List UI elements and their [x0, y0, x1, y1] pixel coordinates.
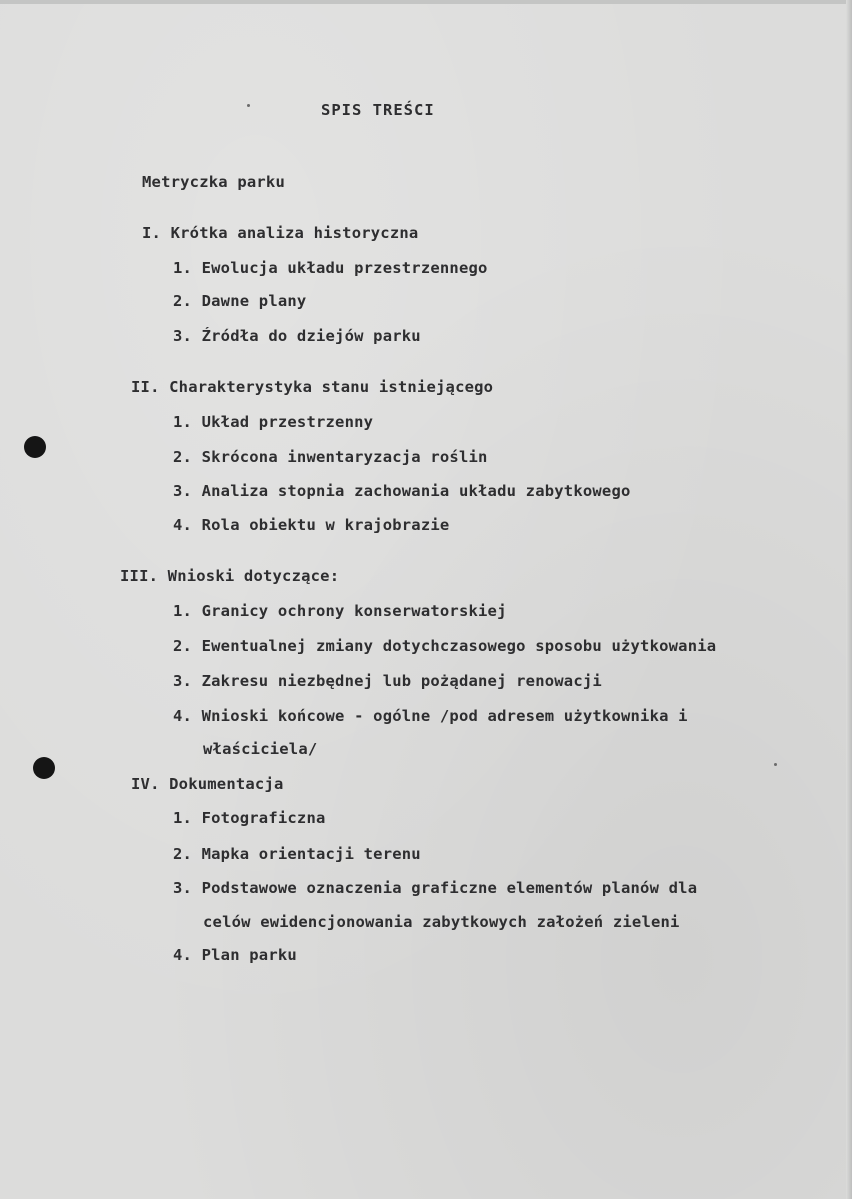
section-heading-4: IV. Dokumentacja — [131, 775, 284, 793]
scan-edge-top — [0, 0, 852, 4]
toc-item: 3. Zakresu niezbędnej lub pożądanej renowacji — [173, 672, 602, 690]
section-heading-3: III. Wnioski dotyczące: — [120, 567, 340, 585]
toc-item: 1. Ewolucja układu przestrzennego — [173, 259, 488, 277]
toc-item: 1. Granicy ochrony konserwatorskiej — [173, 602, 507, 620]
punch-hole-lower — [33, 757, 55, 779]
section-heading-1: I. Krótka analiza historyczna — [142, 224, 419, 242]
toc-item: 2. Dawne plany — [173, 292, 307, 310]
toc-item: 4. Rola obiektu w krajobrazie — [173, 516, 450, 534]
toc-item: 2. Skrócona inwentaryzacja roślin — [173, 448, 488, 466]
toc-item: 4. Plan parku — [173, 946, 297, 964]
toc-item: 2. Ewentualnej zmiany dotychczasowego sposobu użytkowania — [173, 637, 717, 655]
scan-edge-right — [846, 0, 852, 1199]
toc-item: 3. Analiza stopnia zachowania układu zabytkowego — [173, 482, 631, 500]
page-title: SPIS TREŚCI — [321, 101, 435, 119]
punch-hole-upper — [24, 436, 46, 458]
paper-speck — [774, 763, 777, 766]
toc-item-continuation: celów ewidencjonowania zabytkowych założeń zieleni — [203, 913, 680, 931]
toc-item: 3. Podstawowe oznaczenia graficzne elementów planów dla — [173, 879, 698, 897]
paper-speck — [247, 104, 250, 107]
toc-item: 1. Układ przestrzenny — [173, 413, 374, 431]
toc-intro: Metryczka parku — [142, 173, 285, 191]
section-heading-2: II. Charakterystyka stanu istniejącego — [131, 378, 494, 396]
toc-item: 3. Źródła do dziejów parku — [173, 327, 421, 345]
toc-item: 1. Fotograficzna — [173, 809, 326, 827]
toc-item-continuation: właściciela/ — [203, 740, 318, 758]
toc-item: 4. Wnioski końcowe - ogólne /pod adresem użytkownika i — [173, 707, 688, 725]
toc-item: 2. Mapka orientacji terenu — [173, 845, 421, 863]
